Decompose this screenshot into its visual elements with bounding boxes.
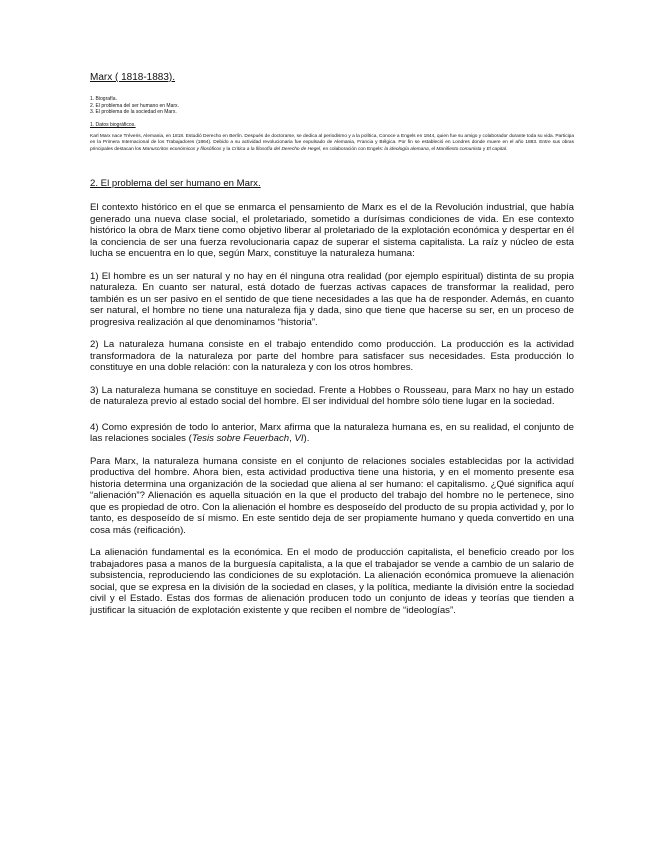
point-4-text: 4) Como expresión de todo lo anterior, Marx afirma que la naturaleza humana es, en su realidad, el conjunto de las relaciones sociales ( (90, 421, 574, 444)
toc-item-ser-humano: 2. El problema del ser humano en Marx. (90, 102, 179, 109)
bio-text-b: y la (221, 146, 232, 152)
paragraph-point-1: 1) El hombre es un ser natural y no hay en él ninguna otra realidad (por ejemplo espiritual) distinta de su propia naturaleza. En cuanto ser natural, está dotado de fuerzas activas capaces de transformar la realidad, pero también es un ser pasivo en el sentido de que tiene necesidades a las que ha de responder. Además, en cuanto ser natural, el hombre no tiene una naturaleza fija y dada, sino que tiene que hacerse su ser, en un proceso de progresiva realización al que denominamos “historia”. (90, 270, 574, 328)
table-of-contents (90, 96, 574, 116)
bio-work-manifiesto: Manifiesto comunista (436, 146, 482, 152)
toc-item-sociedad: 3. El problema de la sociedad en Marx. (90, 109, 177, 116)
bio-work-capital: El capital (486, 146, 507, 152)
point-4-citation: Tesis sobre Feuerbach (191, 433, 290, 444)
paragraph-point-3: 3) La naturaleza humana se constituye en sociedad. Frente a Hobbes o Rousseau, para Marx no hay un estado de naturaleza previo al estado social del hombre. El ser individual del hombre sólo tiene lugar en la sociedad. (90, 384, 574, 407)
paragraph-point-2: 2) La naturaleza humana consiste en el trabajo entendido como producción. La producción es la actividad transformadora de la naturaleza por parte del hombre para satisfacer sus necesidades. Esta producción lo constituye en una doble relación: con la naturaleza y con los otros hombres. (90, 339, 574, 373)
bio-work-ideologia: la ideología alemana (384, 146, 429, 152)
document-title: Marx ( 1818-1883). (90, 72, 176, 83)
paragraph-economic-alienation: La alienación fundamental es la económica. En el modo de producción capitalista, el beneficio creado por los trabajadores pasa a manos de la burguesía capitalista, a la que el trabajador se vende a cambio de un salario de subsistencia, reproduciendo las condiciones de su explotación. La alienación económica promueve la alienación social, que se expresa en la división de la sociedad en clases, y la política, mediante la división entre la sociedad civil y el Estado. Estas dos formas de alienación producen todo un conjunto de ideas y teorías que tienden a justificar la situación de explotación existente y que reciben el nombre de “ideologías”. (90, 547, 574, 616)
paragraph-alienation: Para Marx, la naturaleza humana consiste en el conjunto de relaciones sociales establecidas por la actividad productiva del hombre. Ahora bien, esta actividad productiva tiene una historia, y en el momento presente esa historia determina una organización de la sociedad que aliena al ser humano: el capitalismo. ¿Qué significa aquí “alienación”? Alienación es aquella situación en la que el producto del trabajo del hombre no le pertenece, sino que es propiedad de otro. Con la alienación el hombre es desposeído del producto de su propia actividad y, por lo tanto, es desposeído de sí mismo. En este sentido deja de ser propiamente humano y queda convertido en una cosa más (reificación). (90, 455, 574, 536)
document-content (90, 72, 574, 627)
paragraph-point-4 (90, 422, 574, 445)
bio-heading: 1. Datos biográficos. (90, 121, 136, 128)
toc-item-biografia: 1. Biografía. (90, 96, 117, 102)
bio-text-c: , en colaboración con Engels: (320, 146, 385, 152)
point-4-end: ). (303, 433, 310, 444)
bio-text-f: . (506, 146, 508, 152)
paragraph-context: El contexto histórico en el que se enmarca el pensamiento de Marx es el de la Revolución industrial, que había generado una nueva clase social, el proletariado, sometido a durísimas condiciones de vida. En ese contexto histórico la obra de Marx tiene como objetivo liberar al proletariado de la explotación económica y despertar en él la conciencia de ser una fuerza revolucionaria capaz de superar el sistema capitalista. La raíz y núcleo de esta lucha se encuentra en lo que, según Marx, constituye la naturaleza humana: (90, 202, 574, 259)
bio-work-manuscritos: Manuscritos económicos y filosóficos (142, 146, 222, 152)
point-4-separator: , (289, 433, 295, 444)
bio-text-d: , el (428, 146, 437, 152)
bio-work-critica: Crítica a la filosofía del Derecho de Hegel (231, 146, 321, 152)
bio-text-a: Karl Marx nace Tréveris, Alemania, en 1818. Estudió Derecho en Berlín. Después de doctorarse, se dedica al periodismo y a la política, Conoce a Engels en 1844, quien fue su amigo y colaborador durante toda su vida. Participa en la Primera Internacional de los Trabajadores (1864). Debido a su actividad revolucionaria fue expulsado de Alemania, Francia y Bélgica. Por fin se estableció en Londres donde muere en el año 1883. Entre sus obras principales destacan los (90, 133, 574, 152)
point-4-citation-number: VI (294, 433, 304, 444)
section-2-heading: 2. El problema del ser humano en Marx. (90, 178, 261, 189)
bio-text-e: y (481, 146, 487, 152)
bio-paragraph (90, 134, 574, 153)
